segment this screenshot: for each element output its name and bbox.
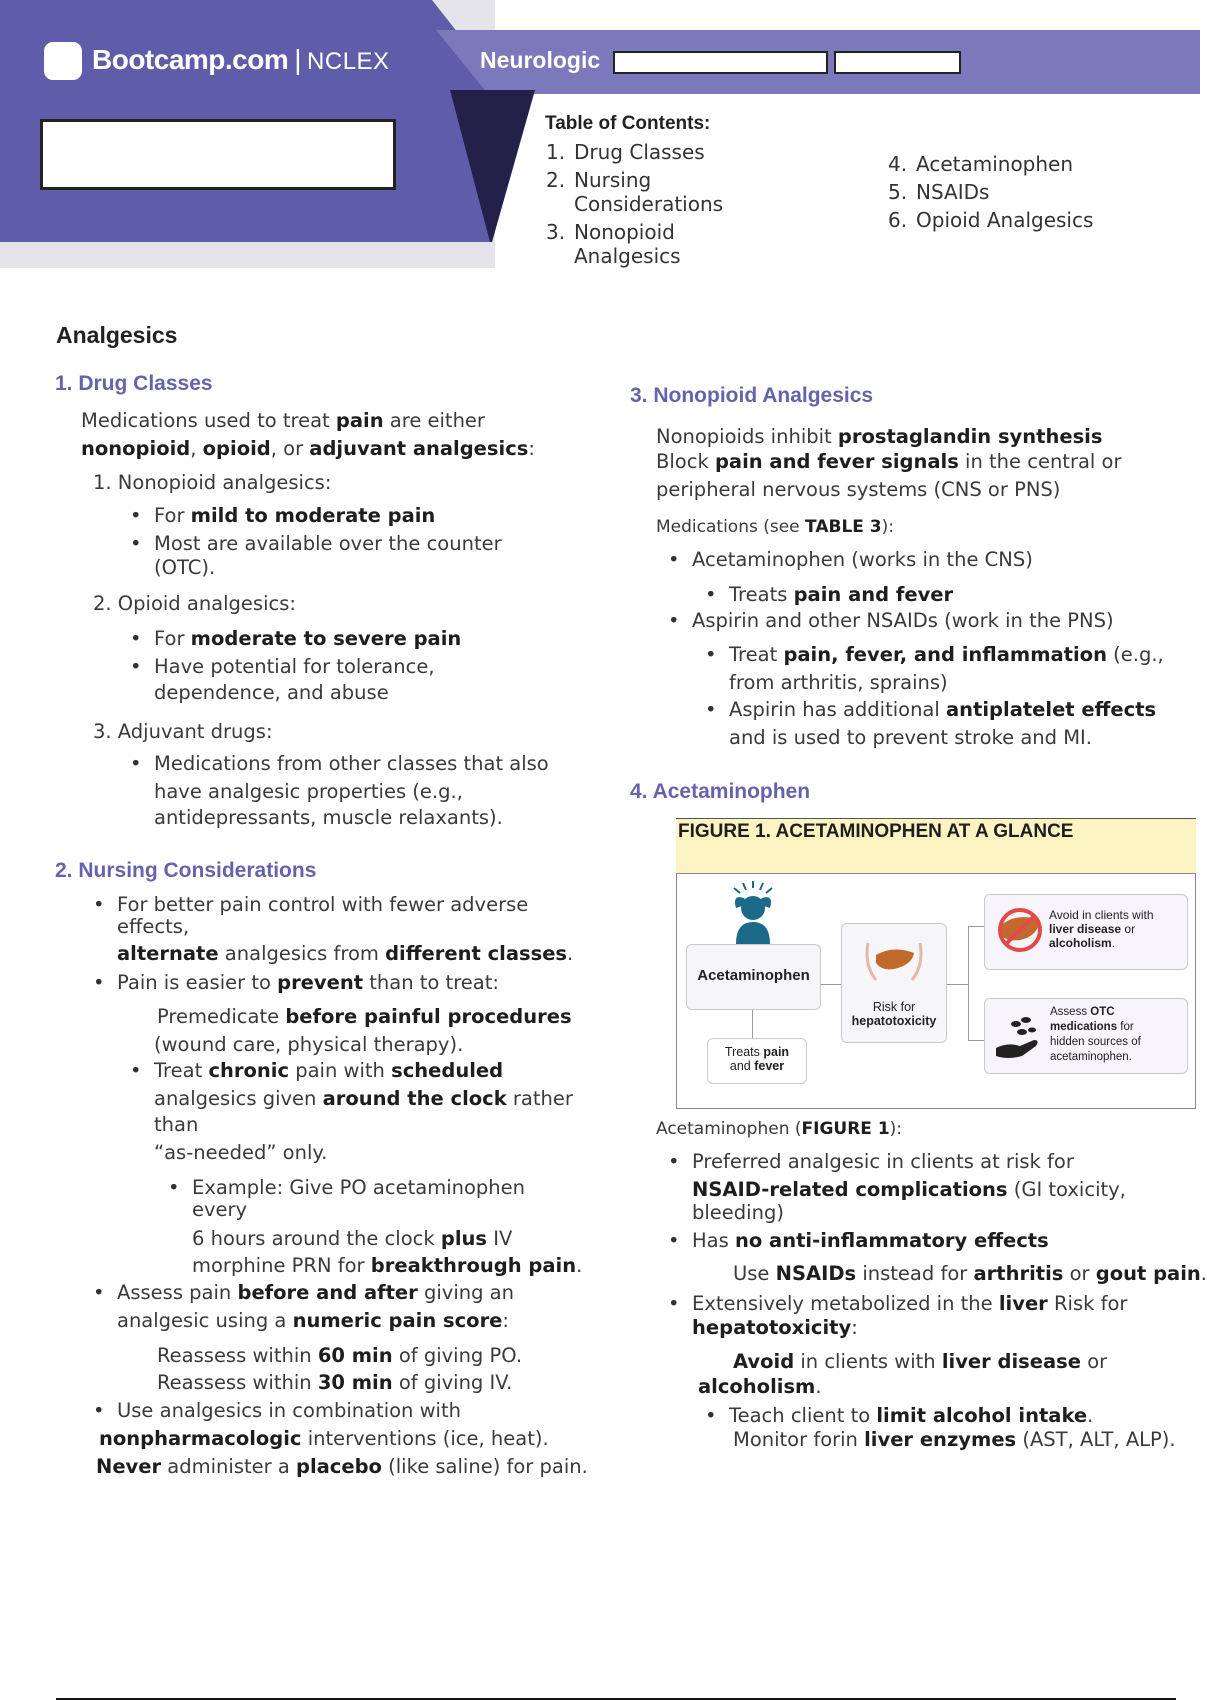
toc-list-left: [546, 140, 756, 272]
page-title: Analgesics: [56, 322, 178, 348]
toc-item[interactable]: [888, 180, 1168, 204]
headache-icon: [718, 878, 788, 946]
bullet-item: • For mild to moderate pain: [154, 504, 435, 528]
connector: [821, 984, 841, 985]
bullet-item: • Teach client to limit alcohol intake.: [729, 1404, 1093, 1428]
name-field[interactable]: [613, 51, 828, 74]
toc-num: 6.: [888, 208, 908, 232]
date-field[interactable]: [834, 51, 961, 74]
text-line: alcoholism.: [698, 1375, 822, 1398]
bullet-item: • Have potential for tolerance,: [154, 655, 435, 679]
connector: [968, 926, 969, 1040]
toc-num: 4.: [888, 152, 908, 176]
liver-icon: [856, 935, 932, 990]
section-title: Neurologic: [480, 47, 601, 73]
text-line: 1. Nonopioid analgesics:: [93, 471, 332, 494]
text-line: NSAID-related complications (GI toxicity,: [692, 1178, 1126, 1201]
text-line: Medications used to treat pain are either: [81, 409, 485, 432]
toc-list-right: [888, 152, 1168, 236]
bullet-item: • Medications from other classes that also: [154, 752, 549, 776]
text-line: Reassess within 60 min of giving PO.: [157, 1344, 523, 1367]
section-heading-nursing: 2. Nursing Considerations: [55, 859, 317, 882]
toc-label: Acetaminophen: [916, 152, 1074, 176]
brand-separator: |: [294, 44, 302, 75]
brand-program: NCLEX: [307, 48, 390, 75]
connector: [968, 1040, 984, 1041]
toc-label: Nursing Considerations: [574, 168, 724, 216]
avoid-label: Avoid in clients with liver disease or alcoholism.: [1049, 908, 1154, 950]
text-line: than: [154, 1113, 199, 1136]
text-line: Avoid in clients with liver disease or: [733, 1350, 1108, 1373]
risk-label: Risk for hepatotoxicity: [851, 1000, 937, 1028]
toc-item[interactable]: [546, 140, 756, 164]
bullet-item: • For better pain control with fewer adverse: [117, 893, 528, 917]
text-line: Premedicate before painful procedures: [157, 1005, 572, 1028]
text-line: nonopioid, opioid, or adjuvant analgesics:: [81, 437, 535, 460]
text-line: 3. Adjuvant drugs:: [93, 720, 273, 743]
toc-item[interactable]: [546, 220, 756, 268]
text-line: (OTC).: [154, 556, 216, 579]
text-line: Use NSAIDs instead for arthritis or gout pain.: [733, 1262, 1207, 1285]
treats-label: Treats pain and fever: [724, 1045, 790, 1073]
bullet-item: • Assess pain before and after giving an: [117, 1281, 514, 1305]
assess-label: Assess OTC medications for hidden sources of acetaminophen.: [1050, 1006, 1141, 1063]
toc-title: Table of Contents:: [545, 113, 711, 134]
toc-item[interactable]: [546, 168, 756, 216]
toc-item[interactable]: [888, 208, 1168, 232]
section-heading-drug-classes: 1. Drug Classes: [55, 372, 213, 395]
toc-num: 2.: [546, 168, 566, 192]
toc-label: Drug Classes: [574, 140, 705, 164]
bullet-item: • Most are available over the counter: [154, 532, 502, 556]
text-line: analgesic using a numeric pain score:: [117, 1309, 509, 1332]
text-line: peripheral nervous systems (CNS or PNS): [656, 478, 1061, 501]
text-line: hepatotoxicity:: [692, 1316, 858, 1339]
text-line: from arthritis, sprains): [729, 671, 948, 694]
text-line: (wound care, physical therapy).: [154, 1033, 464, 1056]
bullet-item: • For moderate to severe pain: [154, 627, 461, 651]
text-line: dependence, and abuse: [154, 681, 389, 704]
figure-caption: Acetaminophen (FIGURE 1):: [656, 1119, 903, 1139]
bullet-item: • Acetaminophen (works in the CNS): [692, 548, 1033, 572]
bullet-item: • Extensively metabolized in the liver Risk for: [692, 1292, 1127, 1316]
connector: [752, 1010, 753, 1038]
toc-num: 5.: [888, 180, 908, 204]
toc-num: 1.: [546, 140, 566, 164]
title-field[interactable]: [40, 119, 396, 190]
text-line: 6 hours around the clock plus IV: [192, 1227, 513, 1250]
toc-item[interactable]: [888, 152, 1168, 176]
toc-label: Opioid Analgesics: [916, 208, 1094, 232]
brand-name: Bootcamp.com: [92, 44, 289, 75]
bullet-item: • Preferred analgesic in clients at risk for: [692, 1150, 1074, 1174]
text-line: have analgesic properties (e.g.,: [154, 780, 463, 803]
logo-icon: [44, 42, 82, 80]
bullet-item: • Treat chronic pain with scheduled: [154, 1059, 503, 1083]
no-liver-icon: [992, 902, 1048, 958]
connector: [947, 984, 968, 985]
connector: [968, 926, 984, 927]
text-line: Reassess within 30 min of giving IV.: [157, 1371, 513, 1394]
section-heading-acetaminophen: 4. Acetaminophen: [630, 780, 811, 803]
text-line: every: [192, 1198, 248, 1221]
text-line: analgesics given around the clock rather: [154, 1087, 573, 1110]
bullet-item: • Pain is easier to prevent than to treat:: [117, 971, 499, 995]
text-line: nonpharmacologic interventions (ice, heat).: [99, 1427, 549, 1450]
text-line: effects,: [117, 915, 190, 938]
text-line: “as-needed” only.: [154, 1141, 328, 1164]
section-heading-nonopioid: 3. Nonopioid Analgesics: [630, 384, 874, 407]
bullet-item: • Has no anti-inflammatory effects: [692, 1229, 1049, 1253]
text-line: 2. Opioid analgesics:: [93, 592, 296, 615]
text-line: Medications (see TABLE 3):: [656, 517, 895, 537]
bullet-item: • Aspirin has additional antiplatelet effects: [729, 698, 1156, 722]
bullet-item: • Aspirin and other NSAIDs (work in the PNS): [692, 609, 1114, 633]
figure-title: FIGURE 1. ACETAMINOPHEN AT A GLANCE: [678, 821, 1074, 842]
text-line: alternate analgesics from different classes.: [117, 942, 574, 965]
text-line: bleeding): [692, 1201, 784, 1224]
toc-label: Nonopioid Analgesics: [574, 220, 681, 268]
text-line: Block pain and fever signals in the central or: [656, 450, 1122, 473]
bullet-item: • Treats pain and fever: [729, 583, 953, 607]
text-line: and is used to prevent stroke and MI.: [729, 726, 1093, 749]
toc-num: 3.: [546, 220, 566, 244]
text-line: morphine PRN for breakthrough pain.: [192, 1254, 583, 1277]
text-line: Monitor forin liver enzymes (AST, ALT, ALP).: [733, 1428, 1176, 1451]
acetaminophen-label: Acetaminophen: [697, 967, 810, 984]
bullet-item: • Example: Give PO acetaminophen: [192, 1176, 525, 1200]
hand-pills-icon: [992, 1012, 1046, 1062]
bullet-item: • Treat pain, fever, and inflammation (e.g.,: [729, 643, 1164, 667]
text-line: antidepressants, muscle relaxants).: [154, 806, 503, 829]
text-line: Nonopioids inhibit prostaglandin synthesis: [656, 425, 1103, 448]
brand-logo: [92, 44, 390, 76]
bullet-item: • Use analgesics in combination with: [117, 1399, 461, 1423]
toc-label: NSAIDs: [916, 180, 990, 204]
text-line: Never administer a placebo (like saline) for pain.: [96, 1455, 588, 1478]
